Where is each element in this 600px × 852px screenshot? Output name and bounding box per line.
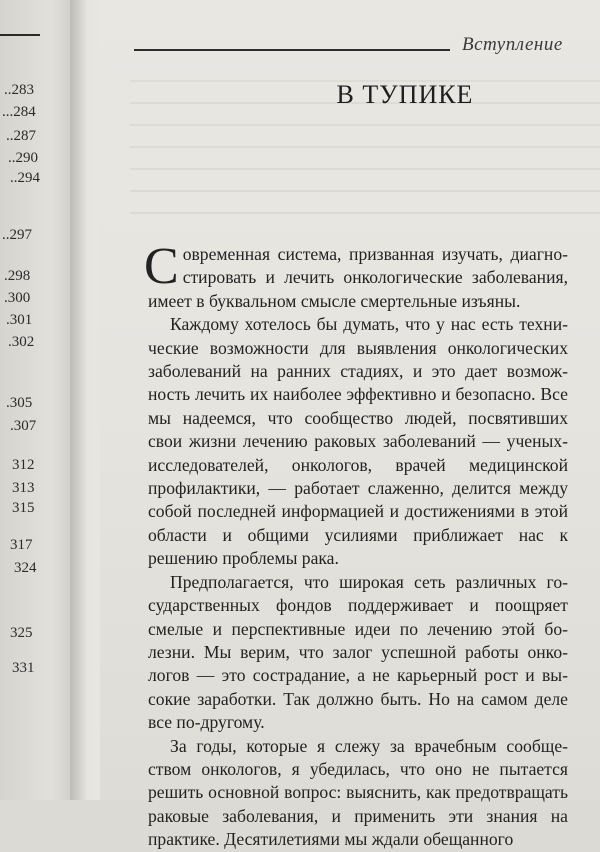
- body-text: [144, 238, 568, 852]
- paragraph-4: За годы, которые я слежу за врачебным сообществом онкологов, я убедилась, что оно не пытается решить основной вопрос: выяснить, как предотвращать раковые заболевания, и применить эти знания на практике. Десятилетиями мы ждали обещанного: [148, 735, 568, 850]
- paragraph-2: Каждому хотелось бы думать, что у нас есть технические возможности для выявления онкологических заболеваний на ранних стадиях, и это дает возможность лечить их наиболее эффективно и безопасно. Все мы надеемся, что сообщество людей, посвятивших свои жизни лечению раковых заболеваний — ученых-исследователей, онкологов, врачей медицинской профилактики, — работает слаженно, делится между собой последней информацией и достижениями в этой области и общими усилиями приближает нас к решению проблемы рака.: [148, 314, 568, 569]
- toc-page-number: .305: [6, 395, 33, 411]
- left-page-rule: [0, 34, 40, 36]
- toc-page-number: 331: [12, 660, 35, 676]
- toc-page-number: 315: [12, 500, 35, 516]
- drop-cap: С: [144, 238, 179, 295]
- left-page: [0, 0, 74, 800]
- toc-page-number: 325: [10, 625, 33, 641]
- paragraph-3: Предполагается, что широкая сеть различных государственных фондов поддерживает и поощряет смелые и перспективные идеи по лечению этой болезни. Мы верим, что залог успешной работы онкологов — это сострадание, а не карьерный рост и высокие заработки. Так должно быть. Но на самом деле все по-другому.: [148, 571, 568, 733]
- toc-page-number: ..287: [6, 128, 36, 144]
- chapter-title: В ТУПИКЕ: [336, 80, 474, 109]
- toc-page-number: ..294: [10, 170, 40, 186]
- toc-page-number: .302: [8, 334, 35, 350]
- toc-page-number: .307: [10, 418, 37, 434]
- toc-page-number: 324: [14, 560, 37, 576]
- toc-page-number: ..283: [4, 82, 34, 98]
- toc-page-number: 317: [10, 537, 33, 553]
- paragraph-1: [144, 238, 568, 313]
- toc-page-number: ...284: [2, 104, 36, 120]
- header-rule: [134, 49, 450, 51]
- toc-page-number: 312: [12, 457, 35, 473]
- paragraph-1-text: овременная система, призванная изучать, диагностировать и лечить онкологические заболевания, имеет в буквальном смысле смертельные изъяны.: [148, 244, 568, 311]
- toc-page-number: 313: [12, 480, 35, 496]
- toc-page-number: .300: [4, 290, 31, 306]
- running-head: Вступление: [462, 34, 563, 55]
- toc-page-number: ..290: [8, 150, 38, 166]
- toc-page-number: ..297: [2, 227, 32, 243]
- toc-page-number: .301: [6, 312, 33, 328]
- toc-page-number: .298: [4, 268, 31, 284]
